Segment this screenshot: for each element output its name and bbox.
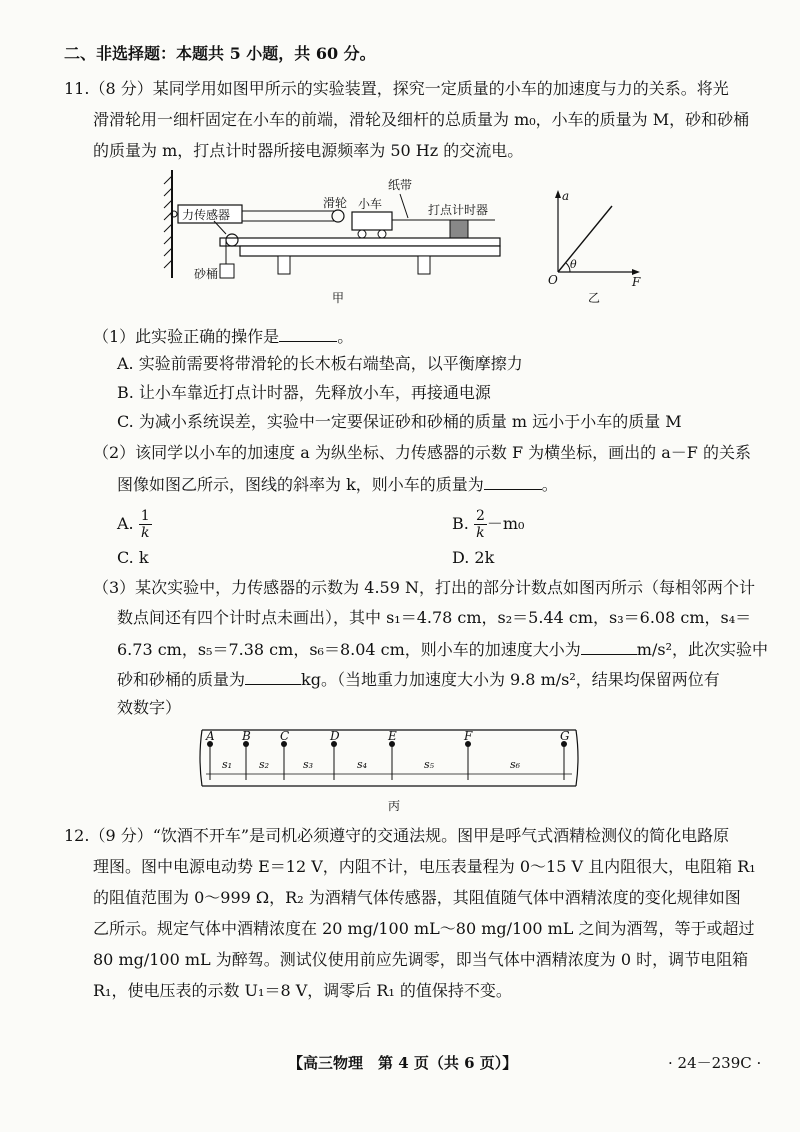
sand-bucket bbox=[220, 264, 234, 278]
tape-point-label-D: D bbox=[330, 729, 340, 743]
q11-p2-line-2: 图像如图乙所示，图线的斜率为 k，则小车的质量为 。 bbox=[117, 475, 558, 494]
q11-intro-line-1: 11.（8 分）某同学用如图甲所示的实验装置，探究一定质量的小车的加速度与力的关系。将光 bbox=[64, 79, 729, 98]
figure-yi-graph bbox=[540, 188, 650, 308]
fraction-two-over-k: $\frac{2}{k}$ bbox=[475, 508, 485, 541]
tape-point-label-F: F bbox=[464, 729, 473, 743]
label-tape: 纸带 bbox=[388, 178, 413, 192]
axis-label-f: F bbox=[632, 275, 641, 289]
q11-p2-option-c: C. k bbox=[117, 548, 149, 567]
q12-line-6: R₁，使电压表的示数 U₁＝8 V，调零后 R₁ 的值保持不变。 bbox=[93, 981, 512, 1000]
tape-point-label-E: E bbox=[388, 729, 397, 743]
tape-segment-label-3: s₃ bbox=[303, 758, 314, 771]
angle-label: θ bbox=[570, 258, 577, 271]
q12-line-3: 的阻值范围为 0～999 Ω，R₂ 为酒精气体传感器，其阻值随气体中酒精浓度的变化规律如图 bbox=[93, 888, 741, 907]
q11-p1-stem: （1）此实验正确的操作是 。 bbox=[93, 327, 354, 346]
tape-segment-label-2: s₂ bbox=[259, 758, 270, 771]
tape-segment-label-5: s₅ bbox=[424, 758, 435, 771]
label-cart: 小车 bbox=[358, 197, 383, 211]
label-timer: 打点计时器 bbox=[428, 203, 489, 217]
answer-blank-4[interactable] bbox=[245, 668, 301, 685]
tape-point-label-A: A bbox=[206, 729, 215, 743]
q11-intro-line-2: 滑滑轮用一细杆固定在小车的前端，滑轮及细杆的总质量为 m₀，小车的质量为 M，砂和砂桶 bbox=[93, 110, 750, 129]
q12-line-5: 80 mg/100 mL 为醉驾。测试仪使用前应先调零，即当气体中酒精浓度为 0 时，调节电阻箱 bbox=[93, 950, 749, 969]
q11-p3-line-4: 砂和砂桶的质量为 kg。（当地重力加速度大小为 9.8 m/s²，结果均保留两位有 bbox=[117, 670, 720, 689]
answer-blank-3[interactable] bbox=[581, 638, 637, 655]
caption-bing: 丙 bbox=[388, 799, 401, 813]
q11-p3-line-3: 6.73 cm，s₅＝7.38 cm，s₆＝8.04 cm，则小车的加速度大小为 m/s²，此次实验中 bbox=[117, 640, 768, 659]
tape-point-label-B: B bbox=[242, 729, 251, 743]
timer bbox=[450, 220, 468, 238]
q11-p3-line-2: 数点间还有四个计时点未画出），其中 s₁＝4.78 cm，s₂＝5.44 cm，s₃＝6.08 cm，s₄＝ bbox=[117, 608, 752, 627]
tape-segment-label-4: s₄ bbox=[357, 758, 368, 771]
origin-label: O bbox=[548, 273, 558, 287]
tape-point-label-C: C bbox=[280, 729, 290, 743]
graph-line bbox=[558, 206, 612, 272]
footer-page-info: 【高三物理 第 4 页（共 6 页）】 bbox=[288, 1054, 518, 1072]
caption-yi: 乙 bbox=[588, 291, 601, 305]
q11-intro-line-3: 的质量为 m，打点计时器所接电源频率为 50 Hz 的交流电。 bbox=[93, 141, 524, 160]
pulley bbox=[332, 210, 344, 222]
section-heading: 二、非选择题：本题共 5 小题，共 60 分。 bbox=[64, 44, 376, 63]
answer-blank-1[interactable] bbox=[279, 325, 337, 342]
q11-p3-line-1: （3）某次实验中，力传感器的示数为 4.59 N，打出的部分计数点如图丙所示（每相邻两个计 bbox=[93, 578, 755, 597]
q11-p2-option-a: A. $\frac{1}{k}$ bbox=[117, 508, 150, 541]
q12-line-2: 理图。图中电源电动势 E＝12 V，内阻不计，电压表量程为 0～15 V 且内阻很大，电阻箱 R₁ bbox=[93, 857, 756, 876]
label-bucket: 砂桶 bbox=[194, 267, 219, 281]
q11-p2-line-1: （2）该同学以小车的加速度 a 为纵坐标、力传感器的示数 F 为横坐标，画出的 a－F 的关系 bbox=[93, 443, 751, 462]
caption-jia: 甲 bbox=[332, 291, 345, 305]
q11-p3-line-5: 效数字） bbox=[117, 698, 182, 717]
axis-label-a: a bbox=[562, 189, 570, 203]
q11-p1-option-c: C. 为减小系统误差，实验中一定要保证砂和砂桶的质量 m 远小于小车的质量 M bbox=[117, 412, 682, 431]
tape-point-label-G: G bbox=[560, 729, 570, 743]
tape-segment-label-6: s₆ bbox=[510, 758, 521, 771]
answer-blank-2[interactable] bbox=[484, 473, 542, 490]
q11-p2-option-b: B. $\frac{2}{k}$ －m₀ bbox=[452, 508, 525, 541]
figure-jia-apparatus bbox=[160, 168, 520, 308]
footer-code: · 24－239C · bbox=[668, 1054, 762, 1072]
q11-p1-option-a: A. 实验前需要将带滑轮的长木板右端垫高，以平衡摩擦力 bbox=[117, 354, 523, 373]
fraction-one-over-k: $\frac{1}{k}$ bbox=[140, 508, 150, 541]
label-pulley: 滑轮 bbox=[323, 196, 348, 210]
tape-segment-label-1: s₁ bbox=[222, 758, 233, 771]
figure-bing-tape bbox=[196, 724, 586, 816]
cart bbox=[352, 212, 392, 230]
q11-p1-option-b: B. 让小车靠近打点计时器，先释放小车，再接通电源 bbox=[117, 383, 491, 402]
q12-line-1: 12.（9 分）“饮酒不开车”是司机必须遵守的交通法规。图甲是呼气式酒精检测仪的简化电路原 bbox=[64, 826, 730, 845]
long-board bbox=[220, 238, 500, 246]
q12-line-4: 乙所示。规定气体中酒精浓度在 20 mg/100 mL～80 mg/100 mL 之间为酒驾，等于或超过 bbox=[93, 919, 755, 938]
label-force-sensor: 力传感器 bbox=[182, 208, 231, 222]
q11-p2-option-d: D. 2k bbox=[452, 548, 495, 567]
